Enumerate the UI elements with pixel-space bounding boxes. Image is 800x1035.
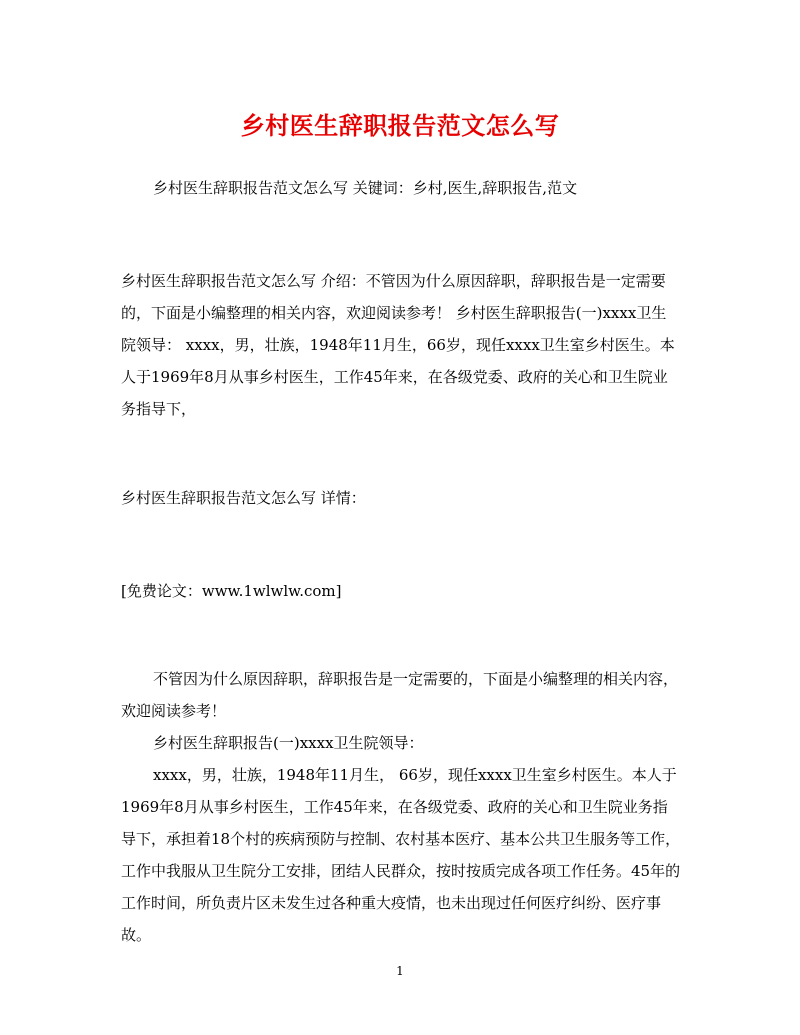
page-number: 1 bbox=[396, 964, 404, 978]
body-paragraph-3: xxxx，男，壮族，1948年11月生， 66岁，现任xxxx卫生室乡村医生。本人于1969年8月从事乡村医生，工作45年来，在各级党委、政府的关心和卫生院业务指导下，承担着18个村的疾病预防与控制、农村基本医疗、基本公共卫生服务等工作，工作中我服从卫生院分工安排，团结人民群众，按时按质完成各项工作任务。45年的工作时间，所负责片区未发生过各种重大疫情，也未出现过任何医疗纠纷、医疗事故。 bbox=[121, 766, 681, 944]
body-paragraph-1: 不管因为什么原因辞职，辞职报告是一定需要的，下面是小编整理的相关内容，欢迎阅读参考！ bbox=[121, 670, 679, 720]
free-paper-link-text: [免费论文：www.1wlwlw.com] bbox=[121, 582, 342, 600]
document-title: 乡村医生辞职报告范文怎么写 bbox=[240, 111, 560, 140]
intro-paragraph: 乡村医生辞职报告范文怎么写 介绍：不管因为什么原因辞职，辞职报告是一定需要的，下面是小编整理的相关内容，欢迎阅读参考！ 乡村医生辞职报告(一)xxxx卫生院领导： xxxx，男，壮族，1948年11月生，66岁，现任xxxx卫生室乡村医生。本人于1969年8月从事乡村医生，工作45年来，在各级党委、政府的关心和卫生院业务指导下， bbox=[121, 272, 675, 418]
body-paragraph-2: 乡村医生辞职报告(一)xxxx卫生院领导： bbox=[153, 734, 424, 752]
detail-heading: 乡村医生辞职报告范文怎么写 详情： bbox=[121, 489, 366, 507]
keywords-line: 乡村医生辞职报告范文怎么写 关键词：乡村,医生,辞职报告,范文 bbox=[153, 179, 578, 197]
